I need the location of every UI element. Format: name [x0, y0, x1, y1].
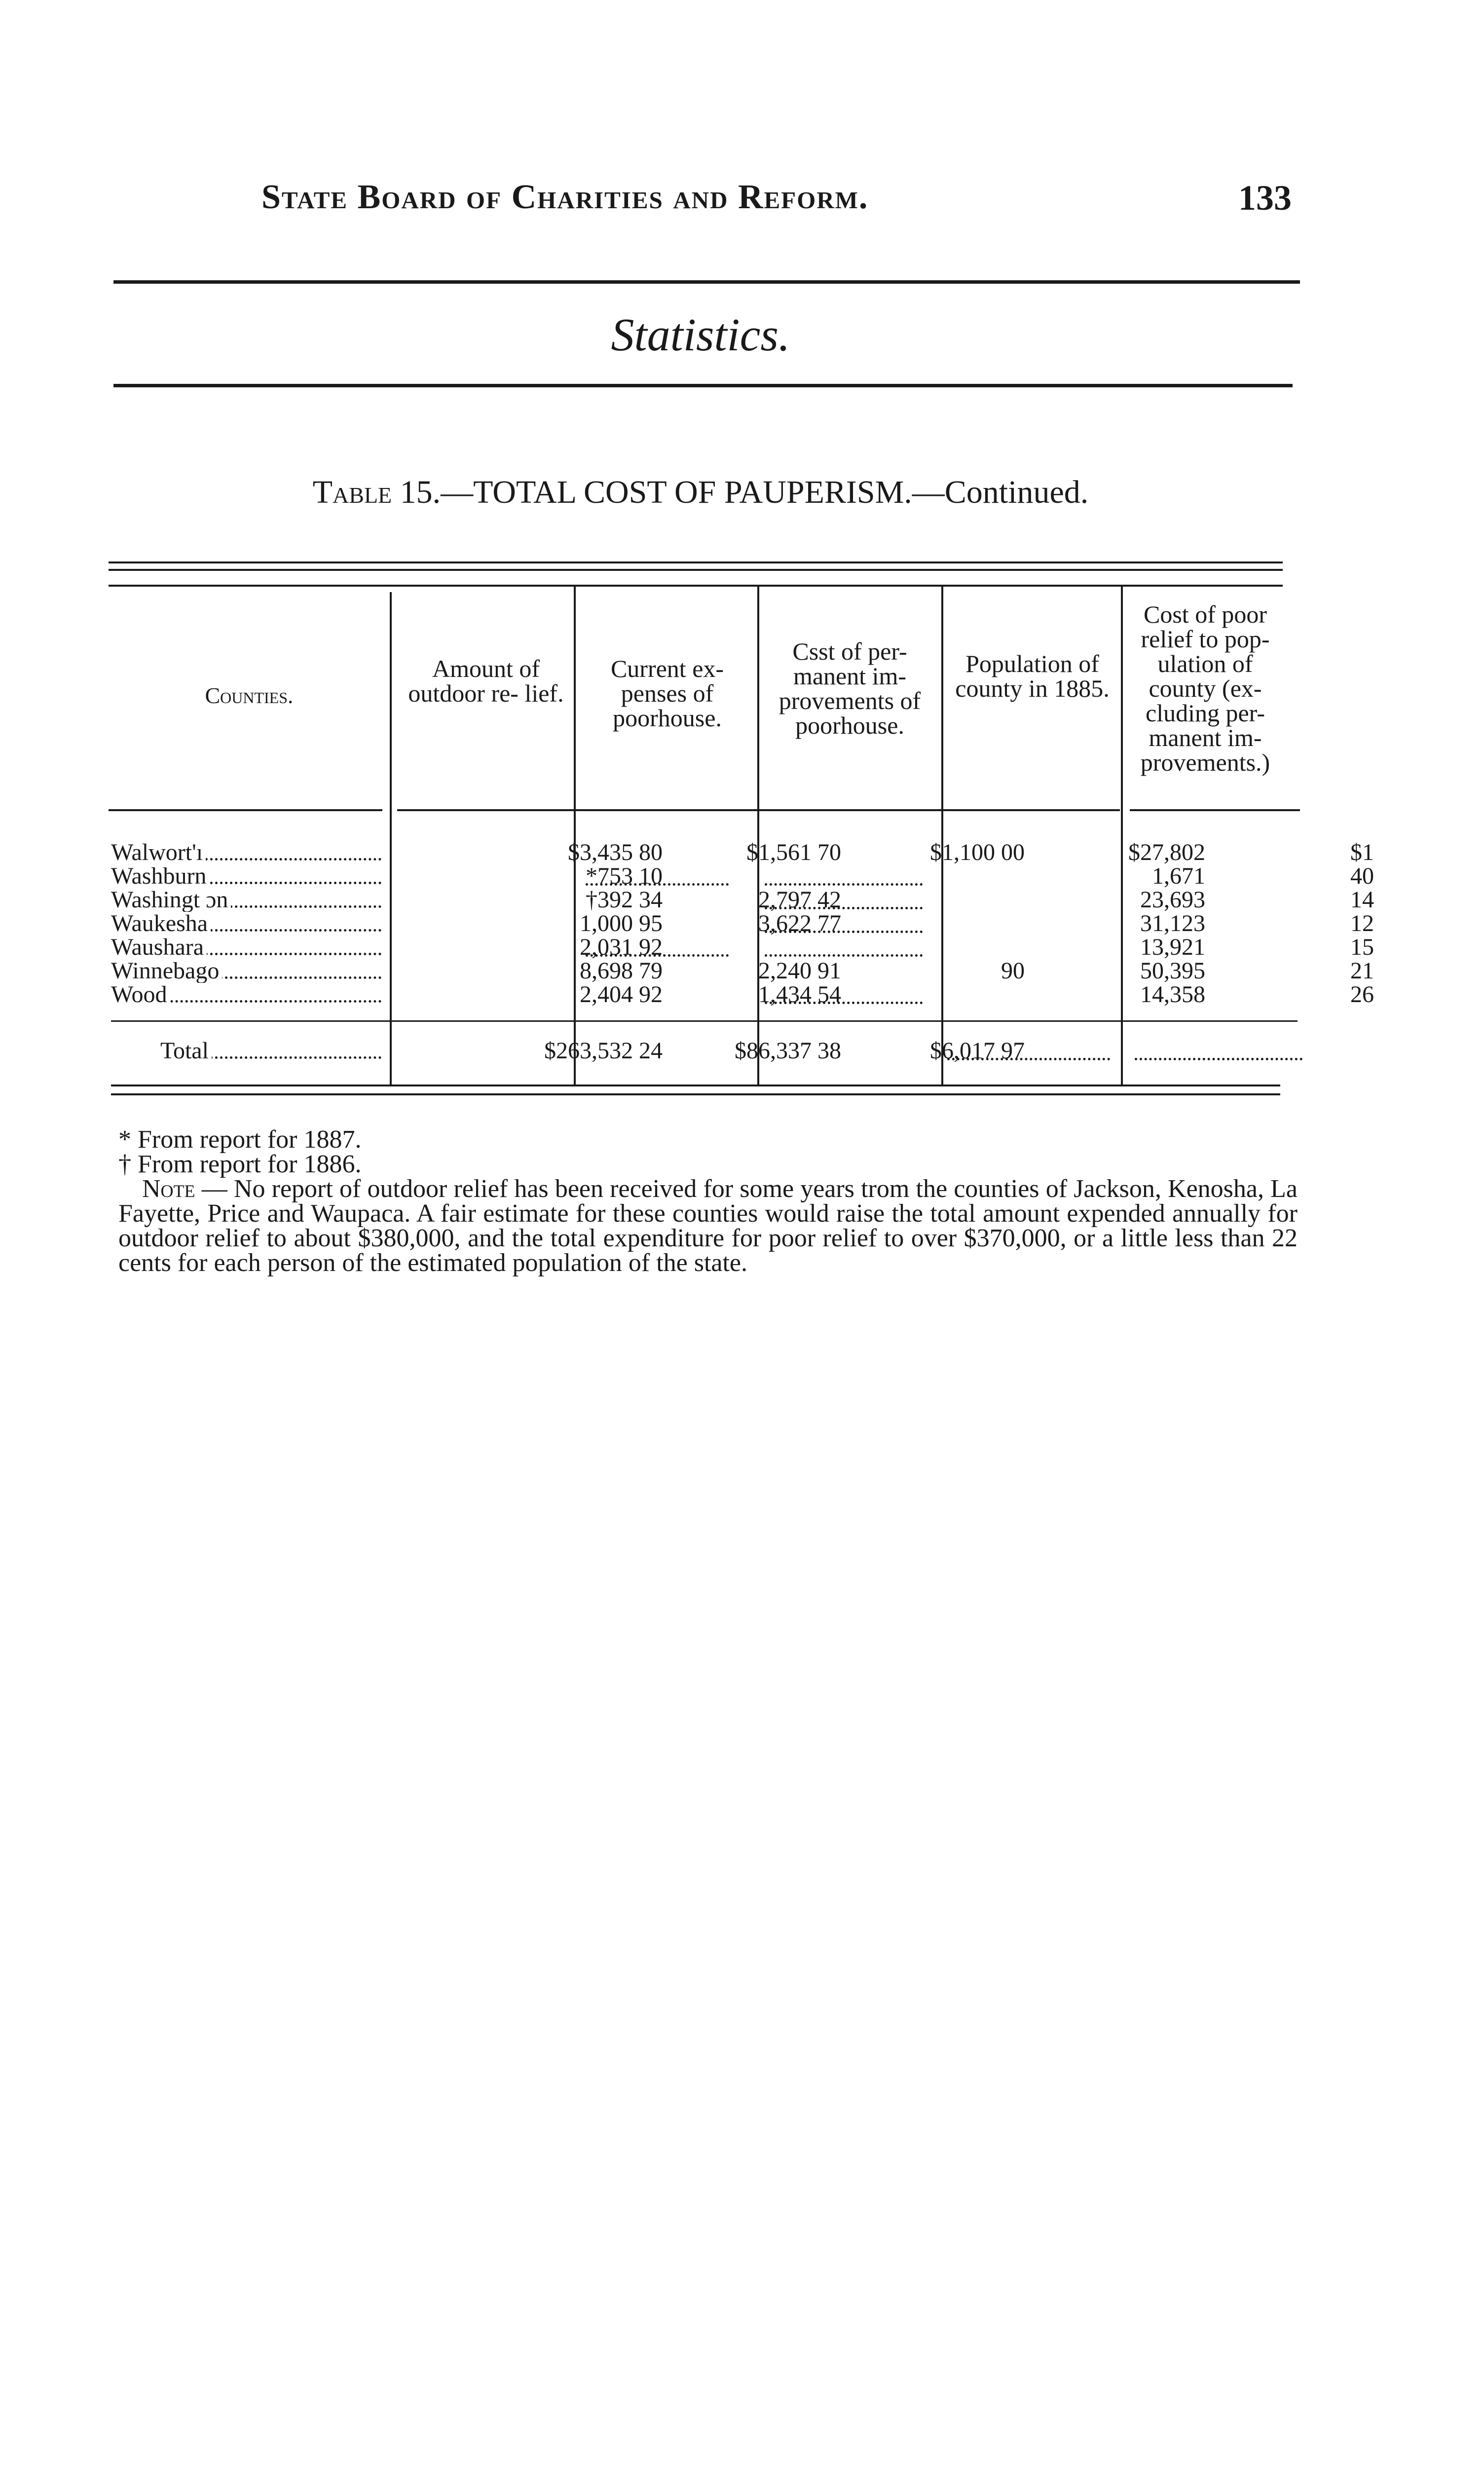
- permanent-improvements-value: 90: [1001, 959, 1025, 983]
- footnote-star: * From report for 1887.: [118, 1125, 362, 1154]
- table-bottom-rule-2: [111, 1093, 1280, 1095]
- total-rule: [111, 1020, 1298, 1022]
- running-title: State Board of Charities and Reform.: [261, 178, 869, 216]
- current-expenses-empty: [586, 864, 729, 886]
- cost-per-capita-value: 15: [1350, 935, 1374, 959]
- table-title-text: 15.—TOTAL COST OF PAUPERISM.—Continued.: [400, 474, 1089, 510]
- table-row: [111, 935, 1374, 959]
- header-rule-last: [1130, 809, 1300, 811]
- current-expenses-value: 2,797 42: [758, 888, 841, 912]
- county-name: Walwort'ı: [111, 841, 387, 864]
- permanent-improvements-empty: [765, 888, 923, 909]
- permanent-improvements-value: $1,100 00: [930, 841, 1025, 864]
- cost-per-capita-value: 40: [1350, 864, 1374, 888]
- county-name: Waukesha: [111, 912, 387, 935]
- total-population-empty: [947, 1039, 1110, 1060]
- county-name: Washingt ɔn: [111, 888, 387, 912]
- outdoor-relief-value: 1,000 95: [580, 912, 663, 935]
- col-sep-2: [574, 585, 576, 1085]
- cost-per-capita-value: 12: [1350, 912, 1374, 935]
- table-title-prefix: Table: [312, 474, 392, 510]
- current-expenses-empty: [586, 935, 729, 957]
- col-sep-1: [390, 592, 392, 1085]
- population-value: 50,395: [1140, 959, 1205, 983]
- header-cost-per-capita: Cost of poor relief to pop- ulation of county (ex- cluding per- manent im- provements.): [1140, 600, 1270, 776]
- outdoor-relief-value: 8,698 79: [580, 959, 663, 983]
- population-value: 1,671: [1152, 864, 1205, 888]
- current-expenses-value: 1,434 54: [758, 983, 841, 1007]
- population-value: 14,358: [1140, 983, 1205, 1007]
- table-row: [111, 841, 1374, 864]
- current-expenses-value: 2,240 91: [758, 959, 841, 983]
- outdoor-relief-value: *753 10: [586, 864, 663, 888]
- total-current-expenses: $86,337 38: [735, 1039, 841, 1063]
- outdoor-relief-value: $3,435 80: [568, 841, 663, 864]
- outdoor-relief-value: 2,031 92: [580, 935, 663, 959]
- population-value: 23,693: [1140, 888, 1205, 912]
- cost-per-capita-value: $1: [1350, 841, 1374, 864]
- footnote-note: [118, 1177, 1298, 1275]
- table-top-rule-3: [109, 585, 1283, 587]
- permanent-improvements-empty: [765, 864, 923, 886]
- permanent-improvements-empty: [765, 935, 923, 957]
- table-row: [111, 888, 1374, 912]
- note-label: Note: [142, 1175, 195, 1203]
- cost-per-capita-value: 26: [1350, 983, 1374, 1007]
- header-rule-cols: [397, 809, 1120, 811]
- table-row: [111, 959, 1374, 983]
- note-text: — No report of outdoor relief has been received for some years trom the counties of Jackson, Kenosha, La Fayette, Price and Waupaca. A fair estimate for these counties would raise the total amount expended annually for outdoor relief to about $380,000, and the total expenditure for poor relief to over $370,000, or a little less than 22 cents for each person of the estimated population of the state.: [118, 1175, 1298, 1277]
- population-value: 31,123: [1140, 912, 1205, 935]
- total-cost-empty: [1135, 1039, 1302, 1060]
- cost-per-capita-value: 14: [1350, 888, 1374, 912]
- col-sep-4: [941, 585, 943, 1085]
- total-row: [111, 1039, 1305, 1063]
- population-value: $27,802: [1128, 841, 1205, 864]
- table-row: [111, 983, 1374, 1007]
- footnote-dagger: † From report for 1886.: [118, 1150, 362, 1178]
- county-name: Washburn: [111, 864, 387, 888]
- table-top-rule-2: [109, 569, 1283, 571]
- col-sep-3: [757, 585, 759, 1085]
- table-bottom-rule-1: [111, 1084, 1280, 1086]
- county-name: Winnebago: [111, 959, 387, 983]
- total-label: Total: [111, 1039, 387, 1063]
- header-rule-counties: [109, 809, 382, 811]
- table-row: [111, 864, 1374, 888]
- total-permanent-improvements: $6,017 97: [930, 1039, 1025, 1063]
- table-top-rule-1: [109, 561, 1283, 563]
- section-rule: [113, 384, 1293, 387]
- current-expenses-value: $1,561 70: [746, 841, 841, 864]
- cost-per-capita-value: 21: [1350, 959, 1374, 983]
- permanent-improvements-empty: [765, 983, 923, 1004]
- outdoor-relief-value: 2,404 92: [580, 983, 663, 1007]
- header-outdoor-relief: Amount of outdoor re- lief.: [408, 655, 564, 707]
- col-sep-5: [1121, 585, 1123, 1085]
- permanent-improvements-empty: [765, 912, 923, 933]
- top-rule: [113, 280, 1300, 284]
- outdoor-relief-value: †392 34: [586, 888, 663, 912]
- county-name: Waushara: [111, 935, 387, 959]
- current-expenses-value: 3,622 77: [758, 912, 841, 935]
- footnotes: [118, 1127, 1298, 1275]
- table-title: [0, 474, 1401, 511]
- county-name: Wood: [111, 983, 387, 1007]
- page-number: 133: [1238, 178, 1292, 218]
- header-permanent-improvements: Csst of per- manent im- provements of poorhouse.: [779, 637, 921, 739]
- header-population: Population of county in 1885.: [955, 650, 1110, 702]
- table-row: [111, 912, 1374, 935]
- population-value: 13,921: [1140, 935, 1205, 959]
- header-current-expenses: Current ex- penses of poorhouse.: [610, 655, 724, 732]
- total-outdoor-relief: $263,532 24: [544, 1039, 663, 1063]
- section-title: Statistics.: [611, 309, 790, 361]
- header-counties: Counties.: [205, 683, 294, 708]
